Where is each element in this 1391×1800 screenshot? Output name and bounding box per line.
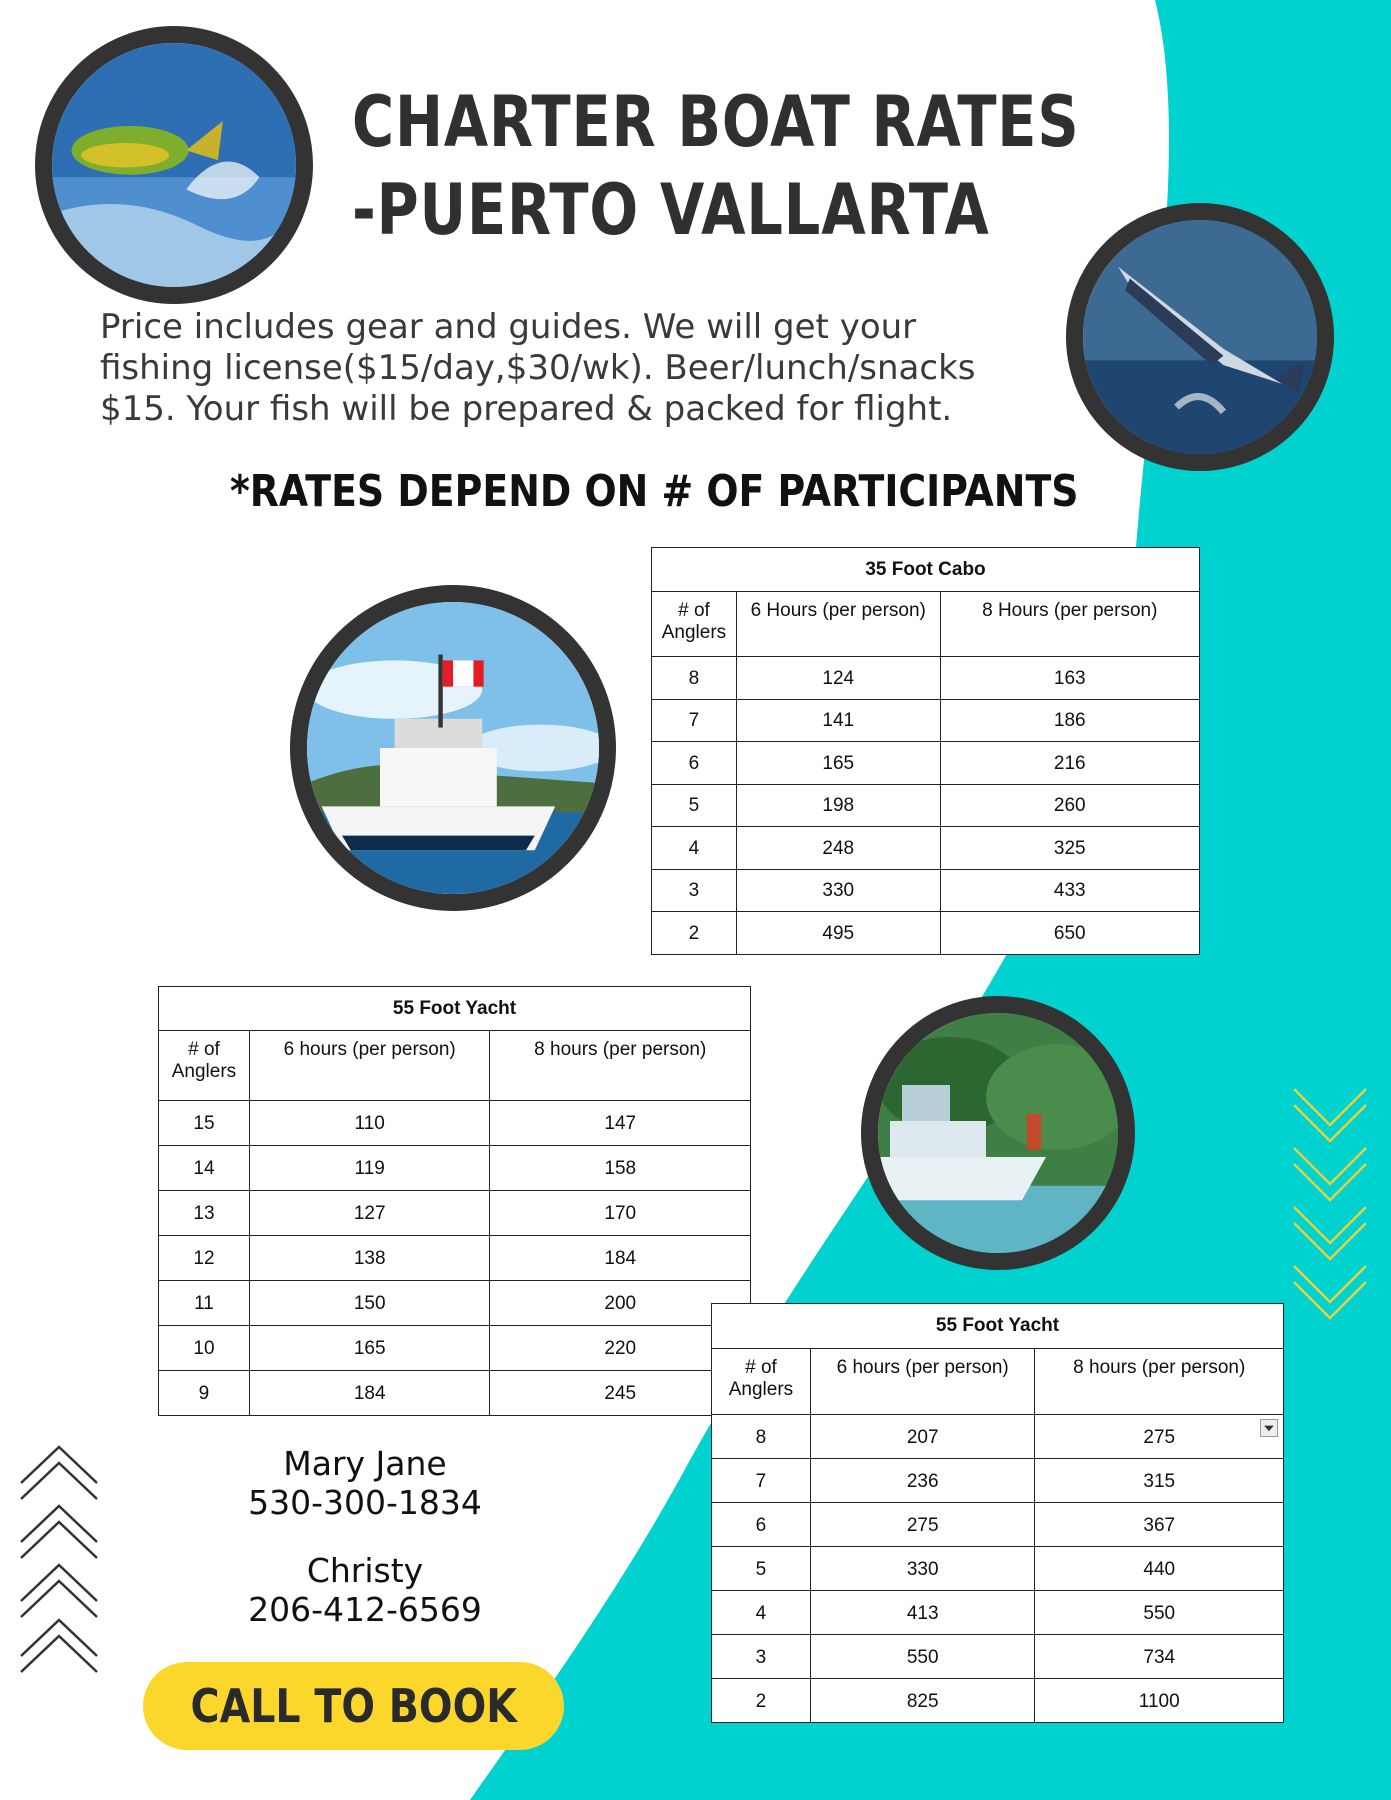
rate-8hr-cell: 245 (490, 1371, 751, 1416)
anglers-cell: 8 (712, 1415, 811, 1459)
rate-6hr-cell: 150 (249, 1281, 490, 1326)
table-row (652, 784, 1200, 827)
rate-6hr-cell: 248 (736, 827, 940, 870)
call-to-book-button[interactable] (143, 1662, 564, 1750)
yacht-rate-table-1 (158, 986, 751, 1416)
table-row (652, 657, 1200, 700)
rate-8hr-cell: 734 (1035, 1635, 1284, 1679)
rate-8hr-cell: 315 (1035, 1459, 1284, 1503)
rate-6hr-cell: 550 (810, 1635, 1035, 1679)
marlin-photo (1066, 203, 1334, 471)
anglers-cell: 6 (652, 742, 737, 785)
col-anglers-header: # of Anglers (652, 592, 737, 657)
table-caption: 55 Foot Yacht (159, 987, 751, 1031)
rate-8hr-cell: 170 (490, 1191, 751, 1236)
anglers-cell: 2 (712, 1679, 811, 1723)
table-row (159, 1191, 751, 1236)
contact-name: Christy (306, 1551, 424, 1590)
intro-paragraph (100, 307, 1060, 430)
anglers-cell: 8 (652, 657, 737, 700)
rate-6hr-cell: 198 (736, 784, 940, 827)
rate-8hr-cell: 200 (490, 1281, 751, 1326)
table-caption: 55 Foot Yacht (712, 1304, 1284, 1349)
rate-6hr-cell: 141 (736, 699, 940, 742)
col-6hr-header: 6 Hours (per person) (736, 592, 940, 657)
rate-6hr-cell: 119 (249, 1146, 490, 1191)
rate-8hr-cell: 216 (940, 742, 1199, 785)
col-8hr-header: 8 hours (per person) (1035, 1349, 1284, 1415)
anglers-cell: 15 (159, 1101, 250, 1146)
intro-line-2: fishing license($15/day,$30/wk). Beer/lunch/snacks (100, 348, 976, 388)
contact-name: Mary Jane (283, 1444, 447, 1483)
table-row (159, 1236, 751, 1281)
anglers-cell: 7 (652, 699, 737, 742)
anglers-cell: 5 (652, 784, 737, 827)
title-line-1: CHARTER BOAT RATES (352, 81, 1080, 163)
table-row (652, 869, 1200, 912)
table-row (712, 1503, 1284, 1547)
intro-line-1: Price includes gear and guides. We will get your (100, 307, 917, 347)
rate-8hr-cell: 186 (940, 699, 1199, 742)
mahi-mahi-photo (35, 26, 313, 304)
rate-6hr-cell: 165 (736, 742, 940, 785)
page-title (352, 78, 1080, 254)
contact-mary-jane (215, 1444, 515, 1522)
rate-6hr-cell: 127 (249, 1191, 490, 1236)
table-row (159, 1146, 751, 1191)
table-row (159, 1326, 751, 1371)
rate-8hr-cell: 147 (490, 1101, 751, 1146)
contact-phone[interactable]: 530-300-1834 (248, 1483, 482, 1522)
col-anglers-header: # of Anglers (712, 1349, 811, 1415)
rate-8hr-cell: 260 (940, 784, 1199, 827)
rate-6hr-cell: 330 (736, 869, 940, 912)
table-row (652, 827, 1200, 870)
anglers-cell: 5 (712, 1547, 811, 1591)
anglers-cell: 9 (159, 1371, 250, 1416)
table-row (159, 1371, 751, 1416)
rate-8hr-cell: 184 (490, 1236, 751, 1281)
rate-6hr-cell: 330 (810, 1547, 1035, 1591)
col-8hr-header: 8 Hours (per person) (940, 592, 1199, 657)
rate-8hr-cell: 550 (1035, 1591, 1284, 1635)
table-row (712, 1635, 1284, 1679)
rate-8hr-cell: 275 (1035, 1415, 1284, 1459)
title-line-2: -PUERTO VALLARTA (352, 169, 990, 251)
rate-6hr-cell: 184 (249, 1371, 490, 1416)
rate-8hr-cell: 325 (940, 827, 1199, 870)
rate-6hr-cell: 138 (249, 1236, 490, 1281)
yacht-rate-table-2 (711, 1303, 1284, 1723)
dropdown-arrow-icon[interactable] (1260, 1419, 1278, 1437)
contact-christy (215, 1551, 515, 1629)
table-caption: 35 Foot Cabo (652, 548, 1200, 592)
table-row (712, 1679, 1284, 1723)
col-6hr-header: 6 hours (per person) (810, 1349, 1035, 1415)
col-6hr-header: 6 hours (per person) (249, 1031, 490, 1101)
rate-8hr-cell: 220 (490, 1326, 751, 1371)
rate-8hr-cell: 433 (940, 869, 1199, 912)
anglers-cell: 10 (159, 1326, 250, 1371)
anglers-cell: 7 (712, 1459, 811, 1503)
chevron-up-icons (18, 1443, 100, 1673)
chevron-down-icons (1290, 1085, 1370, 1320)
rate-8hr-cell: 163 (940, 657, 1199, 700)
anglers-cell: 12 (159, 1236, 250, 1281)
table-row (159, 1101, 751, 1146)
anglers-cell: 11 (159, 1281, 250, 1326)
anglers-cell: 13 (159, 1191, 250, 1236)
rate-6hr-cell: 495 (736, 912, 940, 955)
table-row (652, 699, 1200, 742)
anglers-cell: 3 (712, 1635, 811, 1679)
cabo-rate-table (651, 547, 1200, 955)
rate-6hr-cell: 110 (249, 1101, 490, 1146)
cta-label: CALL TO BOOK (190, 1679, 517, 1733)
anglers-cell: 4 (712, 1591, 811, 1635)
rate-6hr-cell: 825 (810, 1679, 1035, 1723)
table-row (159, 1281, 751, 1326)
anglers-cell: 2 (652, 912, 737, 955)
rate-6hr-cell: 275 (810, 1503, 1035, 1547)
rate-8hr-cell: 1100 (1035, 1679, 1284, 1723)
anglers-cell: 4 (652, 827, 737, 870)
rate-6hr-cell: 124 (736, 657, 940, 700)
table-row (712, 1591, 1284, 1635)
rate-8hr-cell: 158 (490, 1146, 751, 1191)
rate-6hr-cell: 207 (810, 1415, 1035, 1459)
rates-note: *RATES DEPEND ON # OF PARTICIPANTS (230, 466, 1079, 517)
table-row (652, 912, 1200, 955)
rate-6hr-cell: 413 (810, 1591, 1035, 1635)
rate-8hr-cell: 367 (1035, 1503, 1284, 1547)
anglers-cell: 3 (652, 869, 737, 912)
rate-8hr-cell: 440 (1035, 1547, 1284, 1591)
table-row (652, 742, 1200, 785)
rate-6hr-cell: 236 (810, 1459, 1035, 1503)
col-anglers-header: # of Anglers (159, 1031, 250, 1101)
rate-6hr-cell: 165 (249, 1326, 490, 1371)
yacht-photo (861, 996, 1135, 1270)
col-8hr-header: 8 hours (per person) (490, 1031, 751, 1101)
table-row (712, 1459, 1284, 1503)
intro-line-3: $15. Your fish will be prepared & packed for flight. (100, 389, 953, 429)
table-row (712, 1415, 1284, 1459)
anglers-cell: 6 (712, 1503, 811, 1547)
table-row (712, 1547, 1284, 1591)
contact-phone[interactable]: 206-412-6569 (248, 1590, 482, 1629)
cabo-boat-photo (290, 585, 616, 911)
anglers-cell: 14 (159, 1146, 250, 1191)
rate-8hr-cell: 650 (940, 912, 1199, 955)
